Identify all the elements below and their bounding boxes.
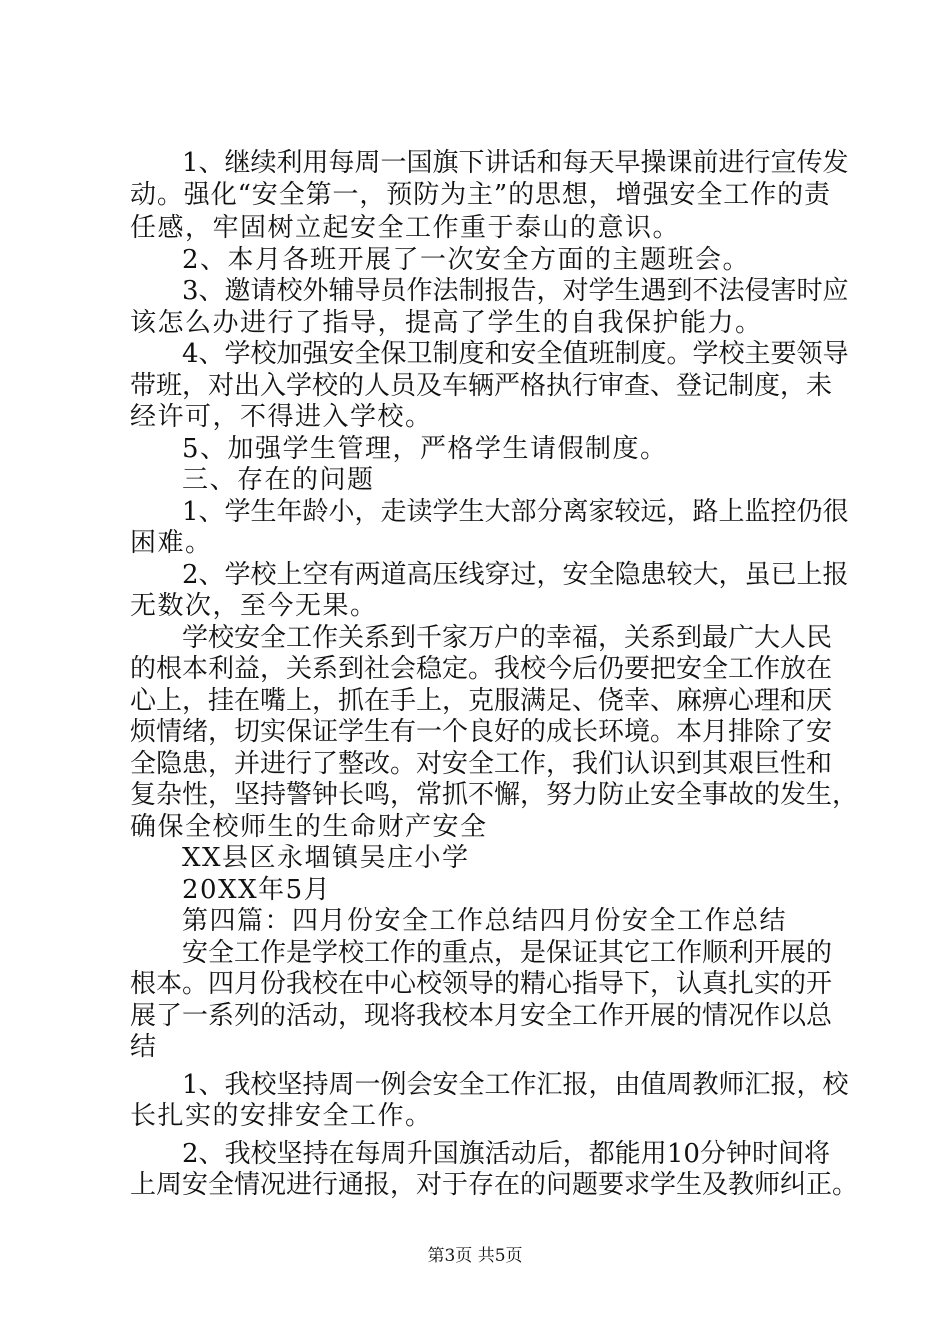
text-line: 4、学校加强安全保卫制度和安全值班制度。学校主要领导 bbox=[182, 339, 849, 369]
text-line: XX县区永堌镇吴庄小学 bbox=[182, 843, 470, 873]
text-line: 1、学生年龄小，走读学生大部分离家较远，路上监控仍很 bbox=[182, 496, 849, 527]
text-line: 上周安全情况进行通报，对于存在的问题要求学生及教师纠正。 bbox=[130, 1170, 859, 1200]
text-line: 2、我校坚持在每周升国旗活动后，都能用10分钟时间将 bbox=[182, 1138, 830, 1169]
text-line: 任感，牢固树立起安全工作重于泰山的意识。 bbox=[130, 213, 681, 243]
text-line: 带班，对出入学校的人员及车辆严格执行审查、登记制度，未 bbox=[130, 370, 833, 401]
text-line: 三、存在的问题 bbox=[182, 465, 375, 495]
text-line: 困难。 bbox=[130, 528, 213, 558]
text-line: 全隐患，并进行了整改。对安全工作，我们认识到其艰巨性和 bbox=[130, 748, 833, 779]
text-line: 学校安全工作关系到千家万户的幸福，关系到最广大人民 bbox=[182, 622, 833, 653]
text-line: 第四篇：四月份安全工作总结四月份安全工作总结 bbox=[182, 906, 788, 936]
text-line: 心上，挂在嘴上，抓在手上，克服满足、侥幸、麻痹心理和厌 bbox=[130, 685, 833, 716]
text-line: 无数次，至今无果。 bbox=[130, 591, 378, 621]
text-line: 2、学校上空有两道高压线穿过，安全隐患较大，虽已上报 bbox=[182, 559, 849, 590]
text-line: 该怎么办进行了指导，提高了学生的自我保护能力。 bbox=[130, 307, 763, 338]
text-line: 长扎实的安排安全工作。 bbox=[130, 1101, 433, 1131]
text-line: 经许可，不得进入学校。 bbox=[130, 402, 433, 432]
text-line: 根本。四月份我校在中心校领导的精心指导下，认真扎实的开 bbox=[130, 969, 833, 999]
text-line: 动。强化“安全第一，预防为主”的思想，增强安全工作的责 bbox=[130, 179, 830, 210]
document-body bbox=[130, 148, 859, 1202]
text-line: 5、加强学生管理，严格学生请假制度。 bbox=[182, 433, 668, 464]
text-line: 安全工作是学校工作的重点，是保证其它工作顺利开展的 bbox=[182, 937, 833, 968]
text-line: 确保全校师生的生命财产安全 bbox=[130, 811, 488, 842]
text-line: 复杂性，坚持警钟长鸣，常抓不懈，努力防止安全事故的发生， bbox=[130, 780, 859, 810]
text-line: 2、本月各班开展了一次安全方面的主题班会。 bbox=[182, 244, 751, 275]
text-line: 的根本利益，关系到社会稳定。我校今后仍要把安全工作放在 bbox=[130, 654, 833, 684]
text-line: 1、继续利用每周一国旗下讲话和每天早操课前进行宣传发 bbox=[182, 148, 849, 178]
text-line: 20XX年5月 bbox=[182, 874, 332, 905]
text-line: 1、我校坚持周一例会安全工作汇报，由值周教师汇报，校 bbox=[182, 1069, 849, 1100]
text-line: 结 bbox=[130, 1032, 158, 1062]
text-line: 展了一系列的活动，现将我校本月安全工作开展的情况作以总 bbox=[130, 1000, 833, 1031]
page-footer: 第3页 共5页 bbox=[427, 1246, 523, 1266]
text-line: 3、邀请校外辅导员作法制报告，对学生遇到不法侵害时应 bbox=[182, 276, 849, 306]
text-line: 烦情绪，切实保证学生有一个良好的成长环境。本月排除了安 bbox=[130, 717, 833, 747]
